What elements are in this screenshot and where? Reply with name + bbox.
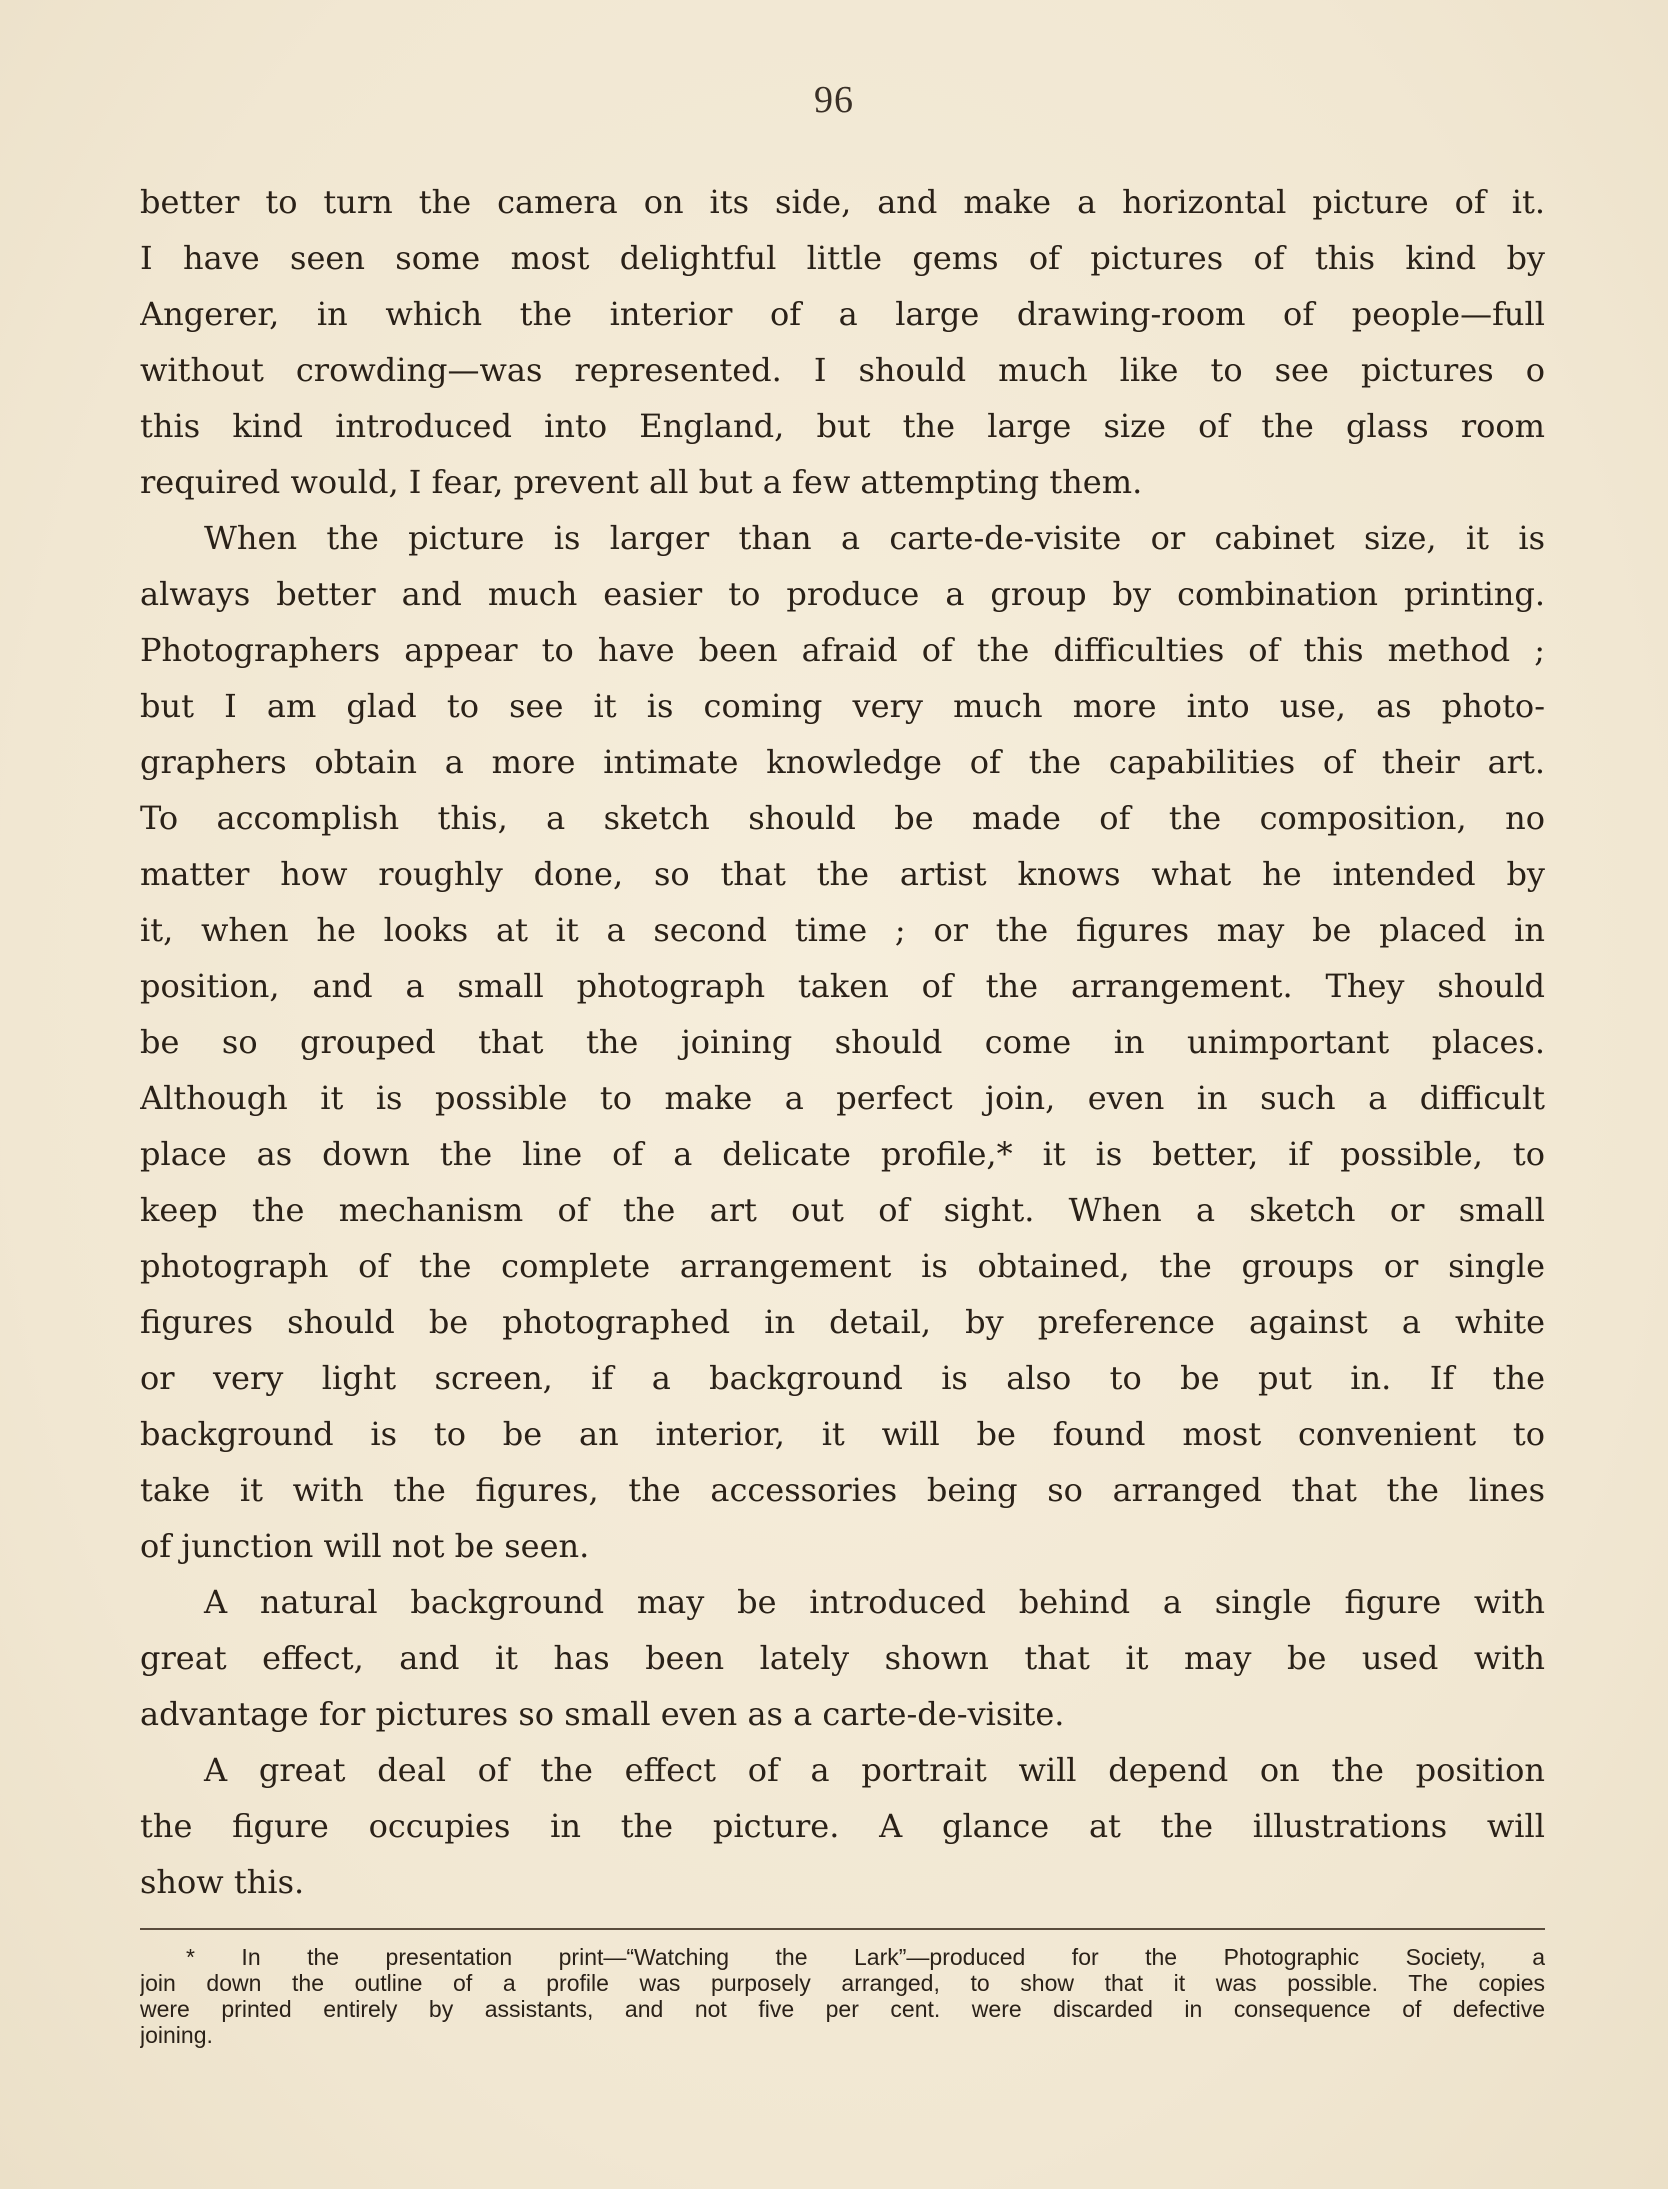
body-line: be so grouped that the joining should come in unimportant places. <box>140 1023 1545 1061</box>
body-line: better to turn the camera on its side, and make a horizontal picture of it. <box>140 183 1545 221</box>
body-line: place as down the line of a delicate profile,* it is better, if possible, to <box>140 1135 1545 1173</box>
page-number: 96 <box>814 79 854 121</box>
body-line: figures should be photographed in detail, by preference against a white <box>140 1303 1545 1341</box>
footnote <box>140 1944 1545 2048</box>
footnote-line: were printed entirely by assistants, and not five per cent. were discarded in consequence of defective <box>140 1996 1545 2022</box>
body-line: great effect, and it has been lately shown that it may be used with <box>140 1639 1545 1677</box>
body-line: keep the mechanism of the art out of sight. When a sketch or small <box>140 1191 1545 1229</box>
footnote-divider <box>140 1928 1545 1930</box>
footnote-line: joining. <box>140 2022 213 2048</box>
body-line: always better and much easier to produce a group by combination printing. <box>140 575 1545 613</box>
body-line: Angerer, in which the interior of a large drawing-room of people—full <box>140 295 1545 333</box>
body-line: advantage for pictures so small even as a carte-de-visite. <box>140 1695 1065 1733</box>
body-line: required would, I fear, prevent all but a few attempting them. <box>140 463 1143 501</box>
body-line: take it with the figures, the accessories being so arranged that the lines <box>140 1471 1545 1509</box>
paragraph-start: A natural background may be introduced behind a single figure with <box>204 1583 1545 1621</box>
body-line: graphers obtain a more intimate knowledge of the capabilities of their art. <box>140 743 1545 781</box>
body-line: show this. <box>140 1863 305 1901</box>
body-line: Photographers appear to have been afraid of the difficulties of this method ; <box>140 631 1545 669</box>
footnote-line: * In the presentation print—“Watching the Lark”—produced for the Photographic Society, a <box>186 1944 1545 1970</box>
body-line: To accomplish this, a sketch should be made of the composition, no <box>140 799 1545 837</box>
body-line: or very light screen, if a background is also to be put in. If the <box>140 1359 1545 1397</box>
body-line: it, when he looks at it a second time ; or the figures may be placed in <box>140 911 1545 949</box>
body-line: I have seen some most delightful little gems of pictures of this kind by <box>140 239 1545 277</box>
footnote-line: join down the outline of a profile was purposely arranged, to show that it was possible. The copies <box>140 1970 1545 1996</box>
body-line: the figure occupies in the picture. A glance at the illustrations will <box>140 1807 1545 1845</box>
body-line: Although it is possible to make a perfect join, even in such a difficult <box>140 1079 1545 1117</box>
body-line: matter how roughly done, so that the artist knows what he intended by <box>140 855 1545 893</box>
body-line: position, and a small photograph taken of the arrangement. They should <box>140 967 1545 1005</box>
paragraph-start: When the picture is larger than a carte-de-visite or cabinet size, it is <box>204 519 1545 557</box>
body-line: but I am glad to see it is coming very much more into use, as photo- <box>140 687 1545 725</box>
body-line: photograph of the complete arrangement is obtained, the groups or single <box>140 1247 1545 1285</box>
body-line: this kind introduced into England, but the large size of the glass room <box>140 407 1545 445</box>
body-line: without crowding—was represented. I should much like to see pictures o <box>140 351 1545 389</box>
body-text <box>140 174 1545 1910</box>
body-line: background is to be an interior, it will be found most convenient to <box>140 1415 1545 1453</box>
body-line: of junction will not be seen. <box>140 1527 590 1565</box>
paragraph-start: A great deal of the effect of a portrait will depend on the position <box>204 1751 1545 1789</box>
